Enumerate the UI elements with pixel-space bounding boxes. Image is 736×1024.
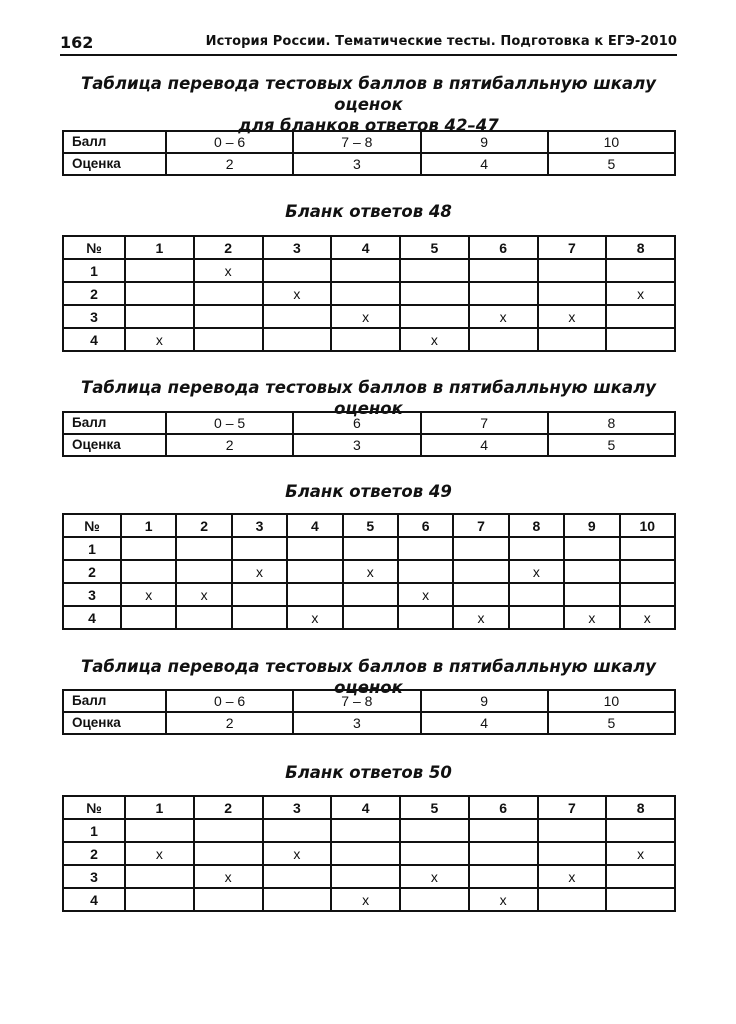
answer-table xyxy=(62,795,676,912)
grade-cell: 3 xyxy=(293,712,420,734)
answer-mark-cell xyxy=(469,819,538,842)
question-number: 4 xyxy=(63,328,125,351)
answer-mark-cell xyxy=(564,560,619,583)
answer-mark-cell xyxy=(331,282,400,305)
answer-mark-cell xyxy=(469,259,538,282)
grade-cell: 4 xyxy=(421,434,548,456)
score-points-cell: 9 xyxy=(421,690,548,712)
answer-mark-cell xyxy=(331,842,400,865)
number-sign-header: № xyxy=(63,796,125,819)
option-column-header: 7 xyxy=(538,236,607,259)
answer-mark-cell xyxy=(620,583,675,606)
answer-mark-cell xyxy=(176,606,231,629)
answer-mark-cell: x xyxy=(469,305,538,328)
answer-row xyxy=(63,819,675,842)
answer-mark-cell: x xyxy=(398,583,453,606)
answer-mark-cell xyxy=(538,282,607,305)
answer-mark-cell xyxy=(194,305,263,328)
answer-mark-cell xyxy=(398,560,453,583)
answer-mark-cell xyxy=(400,259,469,282)
grade-cell: 5 xyxy=(548,712,675,734)
conversion-title xyxy=(60,73,677,136)
option-column-header: 3 xyxy=(263,236,332,259)
answer-table xyxy=(62,235,676,352)
answer-mark-cell xyxy=(232,583,287,606)
option-column-header: 7 xyxy=(453,514,508,537)
answer-mark-cell: x xyxy=(469,888,538,911)
option-column-header: 9 xyxy=(564,514,619,537)
answer-mark-cell xyxy=(232,606,287,629)
answer-mark-cell xyxy=(620,560,675,583)
answer-mark-cell xyxy=(176,560,231,583)
answer-row xyxy=(63,888,675,911)
option-column-header: 2 xyxy=(194,236,263,259)
answer-header-row xyxy=(63,236,675,259)
answer-row xyxy=(63,537,675,560)
question-number: 2 xyxy=(63,282,125,305)
score-points-cell: 10 xyxy=(548,690,675,712)
answer-mark-cell xyxy=(400,305,469,328)
answer-mark-cell xyxy=(453,583,508,606)
answer-mark-cell xyxy=(538,888,607,911)
grade-cell: 2 xyxy=(166,153,293,175)
grade-cell: 5 xyxy=(548,434,675,456)
answer-mark-cell xyxy=(331,328,400,351)
answer-mark-cell xyxy=(469,328,538,351)
score-points-cell: 6 xyxy=(293,412,420,434)
answer-mark-cell xyxy=(398,606,453,629)
score-points-cell: 0 – 6 xyxy=(166,690,293,712)
answer-mark-cell: x xyxy=(620,606,675,629)
score-label: Балл xyxy=(63,690,166,712)
answer-mark-cell xyxy=(509,606,564,629)
answer-mark-cell xyxy=(453,560,508,583)
question-number: 3 xyxy=(63,583,121,606)
answer-mark-cell xyxy=(125,259,194,282)
answer-mark-cell xyxy=(606,888,675,911)
answer-mark-cell xyxy=(331,865,400,888)
score-row-points xyxy=(63,412,675,434)
answer-mark-cell xyxy=(398,537,453,560)
answer-mark-cell xyxy=(121,537,176,560)
score-points-cell: 8 xyxy=(548,412,675,434)
answer-mark-cell: x xyxy=(538,305,607,328)
option-column-header: 4 xyxy=(331,796,400,819)
answer-mark-cell xyxy=(263,888,332,911)
answer-mark-cell xyxy=(538,819,607,842)
answer-mark-cell xyxy=(564,583,619,606)
answer-mark-cell xyxy=(343,537,398,560)
answer-mark-cell xyxy=(509,583,564,606)
option-column-header: 8 xyxy=(509,514,564,537)
number-sign-header: № xyxy=(63,514,121,537)
score-label: Балл xyxy=(63,131,166,153)
answer-header-row xyxy=(63,796,675,819)
answer-mark-cell xyxy=(469,282,538,305)
answer-mark-cell: x xyxy=(176,583,231,606)
answer-mark-cell xyxy=(194,328,263,351)
answer-mark-cell xyxy=(194,842,263,865)
answer-mark-cell xyxy=(343,606,398,629)
score-points-cell: 0 – 6 xyxy=(166,131,293,153)
score-points-cell: 0 – 5 xyxy=(166,412,293,434)
answer-mark-cell: x xyxy=(263,842,332,865)
option-column-header: 4 xyxy=(331,236,400,259)
answer-mark-cell xyxy=(538,259,607,282)
answer-mark-cell: x xyxy=(232,560,287,583)
answer-mark-cell xyxy=(125,305,194,328)
answer-row xyxy=(63,583,675,606)
answer-mark-cell: x xyxy=(564,606,619,629)
answer-mark-cell xyxy=(263,819,332,842)
answer-mark-cell xyxy=(400,888,469,911)
grade-cell: 2 xyxy=(166,712,293,734)
option-column-header: 4 xyxy=(287,514,342,537)
answer-sheet-title: Бланк ответов 49 xyxy=(285,482,452,501)
answer-mark-cell xyxy=(331,819,400,842)
answer-mark-cell xyxy=(606,865,675,888)
page-header xyxy=(60,30,677,56)
conversion-title: Таблица перевода тестовых баллов в пятибалльную шкалу оценок xyxy=(81,378,656,418)
option-column-header: 8 xyxy=(606,796,675,819)
answer-mark-cell: x xyxy=(606,842,675,865)
option-column-header: 10 xyxy=(620,514,675,537)
score-points-cell: 10 xyxy=(548,131,675,153)
answer-row xyxy=(63,865,675,888)
answer-mark-cell xyxy=(400,819,469,842)
conversion-title: Таблица перевода тестовых баллов в пятибалльную шкалу оценок xyxy=(81,657,656,697)
option-column-header: 3 xyxy=(263,796,332,819)
conversion-title-line1: Таблица перевода тестовых баллов в пятибалльную шкалу оценок xyxy=(81,74,656,114)
answer-sheet-title: Бланк ответов 50 xyxy=(285,763,452,782)
answer-mark-cell xyxy=(469,865,538,888)
score-points-cell: 9 xyxy=(421,131,548,153)
answer-mark-cell: x xyxy=(343,560,398,583)
answer-mark-cell: x xyxy=(453,606,508,629)
score-points-cell: 7 xyxy=(421,412,548,434)
answer-mark-cell xyxy=(194,819,263,842)
option-column-header: 2 xyxy=(176,514,231,537)
answer-mark-cell xyxy=(125,819,194,842)
answer-mark-cell: x xyxy=(331,305,400,328)
option-column-header: 7 xyxy=(538,796,607,819)
answer-mark-cell xyxy=(232,537,287,560)
option-column-header: 1 xyxy=(125,236,194,259)
option-column-header: 5 xyxy=(400,236,469,259)
answer-mark-cell xyxy=(176,537,231,560)
answer-mark-cell: x xyxy=(125,328,194,351)
option-column-header: 5 xyxy=(400,796,469,819)
score-row-points xyxy=(63,690,675,712)
question-number: 1 xyxy=(63,537,121,560)
question-number: 1 xyxy=(63,259,125,282)
answer-table xyxy=(62,513,676,630)
answer-mark-cell: x xyxy=(121,583,176,606)
answer-sheet-title: Бланк ответов 48 xyxy=(285,202,452,221)
answer-row xyxy=(63,560,675,583)
option-column-header: 6 xyxy=(469,236,538,259)
answer-mark-cell: x xyxy=(509,560,564,583)
answer-mark-cell xyxy=(121,606,176,629)
option-column-header: 6 xyxy=(469,796,538,819)
score-table xyxy=(62,411,676,457)
running-title: История России. Тематические тесты. Подготовка к ЕГЭ-2010 xyxy=(205,34,677,49)
answer-mark-cell xyxy=(606,328,675,351)
grade-label: Оценка xyxy=(63,712,166,734)
option-column-header: 6 xyxy=(398,514,453,537)
answer-mark-cell: x xyxy=(400,865,469,888)
answer-mark-cell xyxy=(453,537,508,560)
question-number: 4 xyxy=(63,606,121,629)
conversion-title-line2: для бланков ответов 42–47 xyxy=(238,116,499,135)
score-row-grades xyxy=(63,434,675,456)
grade-cell: 3 xyxy=(293,153,420,175)
answer-mark-cell xyxy=(125,888,194,911)
answer-mark-cell xyxy=(263,328,332,351)
answer-mark-cell xyxy=(287,560,342,583)
answer-mark-cell: x xyxy=(287,606,342,629)
answer-mark-cell xyxy=(194,888,263,911)
answer-mark-cell xyxy=(509,537,564,560)
answer-mark-cell: x xyxy=(331,888,400,911)
answer-mark-cell xyxy=(606,305,675,328)
answer-mark-cell: x xyxy=(606,282,675,305)
answer-mark-cell: x xyxy=(538,865,607,888)
question-number: 3 xyxy=(63,305,125,328)
answer-mark-cell: x xyxy=(194,259,263,282)
question-number: 1 xyxy=(63,819,125,842)
answer-mark-cell: x xyxy=(125,842,194,865)
answer-mark-cell xyxy=(400,842,469,865)
answer-mark-cell xyxy=(538,842,607,865)
answer-mark-cell xyxy=(469,842,538,865)
answer-mark-cell xyxy=(606,259,675,282)
answer-mark-cell: x xyxy=(194,865,263,888)
answer-mark-cell xyxy=(263,865,332,888)
answer-row xyxy=(63,282,675,305)
question-number: 2 xyxy=(63,842,125,865)
answer-mark-cell xyxy=(287,583,342,606)
answer-mark-cell xyxy=(620,537,675,560)
score-points-cell: 7 – 8 xyxy=(293,131,420,153)
page-number: 162 xyxy=(60,33,94,52)
option-column-header: 5 xyxy=(343,514,398,537)
grade-label: Оценка xyxy=(63,153,166,175)
grade-label: Оценка xyxy=(63,434,166,456)
grade-cell: 4 xyxy=(421,712,548,734)
answer-row xyxy=(63,606,675,629)
grade-cell: 4 xyxy=(421,153,548,175)
option-column-header: 3 xyxy=(232,514,287,537)
answer-mark-cell xyxy=(194,282,263,305)
score-row-grades xyxy=(63,153,675,175)
score-points-cell: 7 – 8 xyxy=(293,690,420,712)
option-column-header: 1 xyxy=(125,796,194,819)
score-table xyxy=(62,689,676,735)
answer-mark-cell xyxy=(343,583,398,606)
answer-mark-cell: x xyxy=(400,328,469,351)
answer-mark-cell xyxy=(400,282,469,305)
score-table xyxy=(62,130,676,176)
grade-cell: 2 xyxy=(166,434,293,456)
answer-row xyxy=(63,328,675,351)
option-column-header: 8 xyxy=(606,236,675,259)
answer-mark-cell xyxy=(121,560,176,583)
answer-mark-cell: x xyxy=(263,282,332,305)
answer-mark-cell xyxy=(125,282,194,305)
score-label: Балл xyxy=(63,412,166,434)
number-sign-header: № xyxy=(63,236,125,259)
question-number: 2 xyxy=(63,560,121,583)
question-number: 3 xyxy=(63,865,125,888)
answer-header-row xyxy=(63,514,675,537)
option-column-header: 1 xyxy=(121,514,176,537)
score-row-points xyxy=(63,131,675,153)
score-row-grades xyxy=(63,712,675,734)
answer-row xyxy=(63,842,675,865)
answer-mark-cell xyxy=(263,259,332,282)
question-number: 4 xyxy=(63,888,125,911)
answer-mark-cell xyxy=(331,259,400,282)
grade-cell: 5 xyxy=(548,153,675,175)
answer-mark-cell xyxy=(564,537,619,560)
option-column-header: 2 xyxy=(194,796,263,819)
answer-row xyxy=(63,305,675,328)
answer-row xyxy=(63,259,675,282)
answer-mark-cell xyxy=(287,537,342,560)
answer-mark-cell xyxy=(125,865,194,888)
grade-cell: 3 xyxy=(293,434,420,456)
answer-mark-cell xyxy=(263,305,332,328)
answer-mark-cell xyxy=(538,328,607,351)
answer-mark-cell xyxy=(606,819,675,842)
